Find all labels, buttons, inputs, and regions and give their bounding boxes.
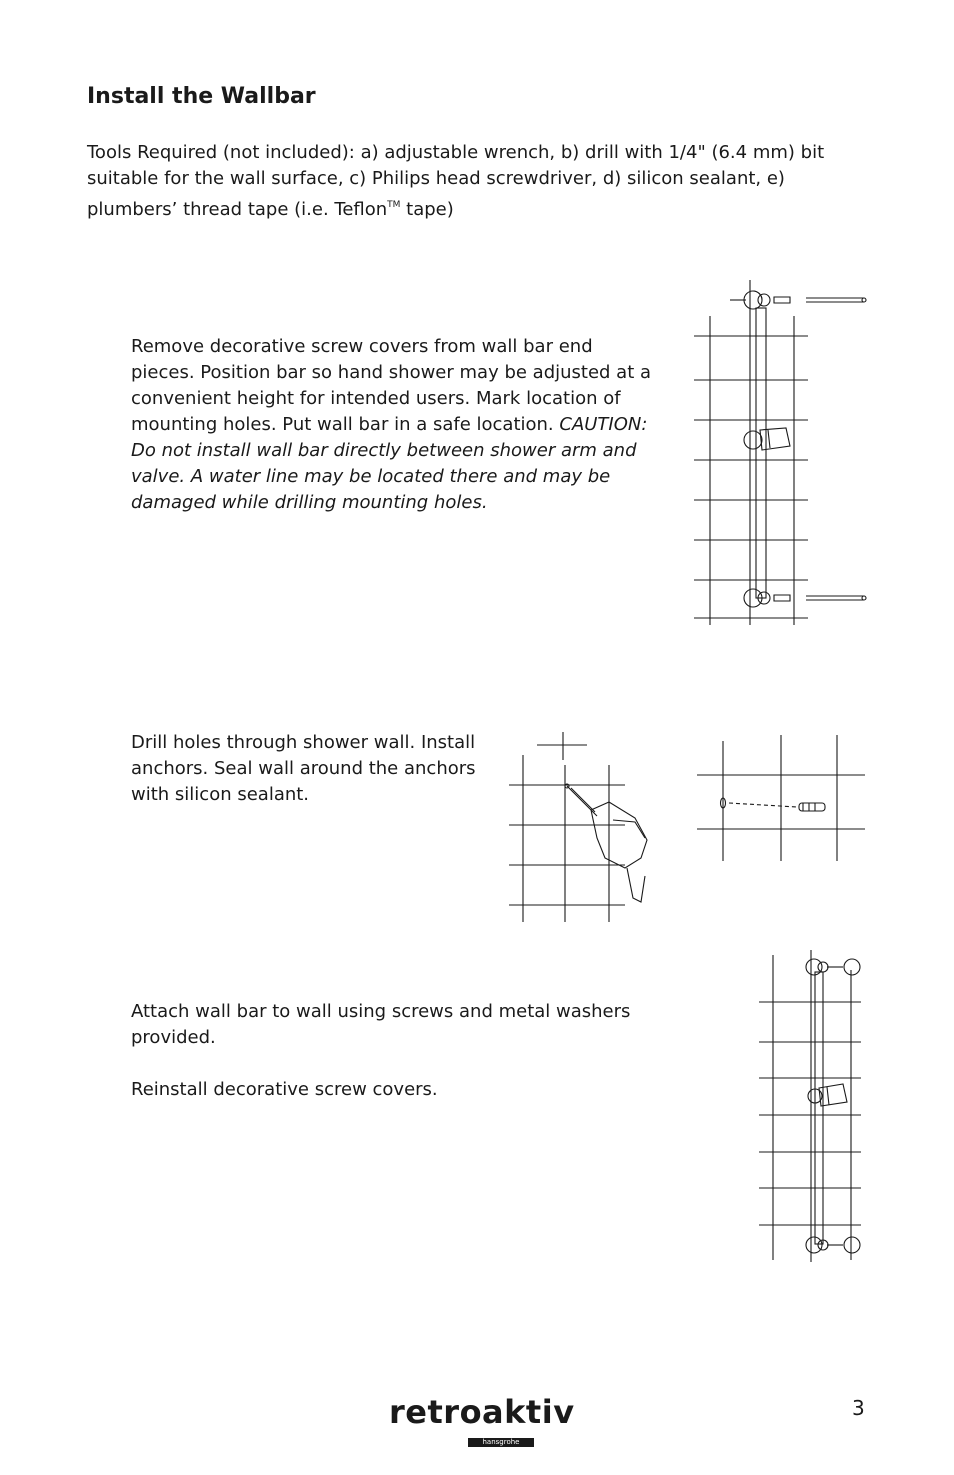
logo-subbrand: hansgrohe <box>468 1438 533 1447</box>
step-1-caution: CAUTION: Do not install wall bar directly between shower arm and valve. A water line may be located there and may be damaged while drilling mounting holes. <box>131 414 648 513</box>
mounted-wallbar-diagram <box>755 950 870 1265</box>
drill-diagram <box>505 730 655 925</box>
step-1-text: Remove decorative screw covers from wall bar end pieces. Position bar so hand shower may be adjusted at a convenient height for intended users. Mark location of mounting holes. Put wall bar in a safe location. <box>131 336 652 435</box>
step-2-instructions: Drill holes through shower wall. Install anchors. Seal wall around the anchors with silicon sealant. <box>131 732 476 805</box>
anchor-diagram <box>693 733 868 863</box>
step-1-instructions <box>131 334 661 516</box>
brand-logo <box>389 1393 575 1448</box>
section-title: Install the Wallbar <box>87 84 316 109</box>
step-3-instructions <box>131 999 676 1129</box>
tools-text: Tools Required (not included): a) adjustable wrench, b) drill with 1/4" (6.4 mm) bit suitable for the wall surface, c) Philips head screwdriver, d) silicon sealant, e) plumbers’ thread tape (i.e. Teflon <box>87 142 825 220</box>
logo-wordmark: retroaktiv <box>389 1393 575 1431</box>
tools-required <box>87 140 877 223</box>
step-3-text-2: Reinstall decorative screw covers. <box>131 1079 438 1100</box>
step-3-text: Attach wall bar to wall using screws and metal washers provided. <box>131 1001 631 1048</box>
page-number: 3 <box>852 1396 865 1420</box>
trademark: TM <box>387 200 401 210</box>
wallbar-diagram <box>690 280 870 628</box>
tools-text-end: tape) <box>400 199 454 220</box>
